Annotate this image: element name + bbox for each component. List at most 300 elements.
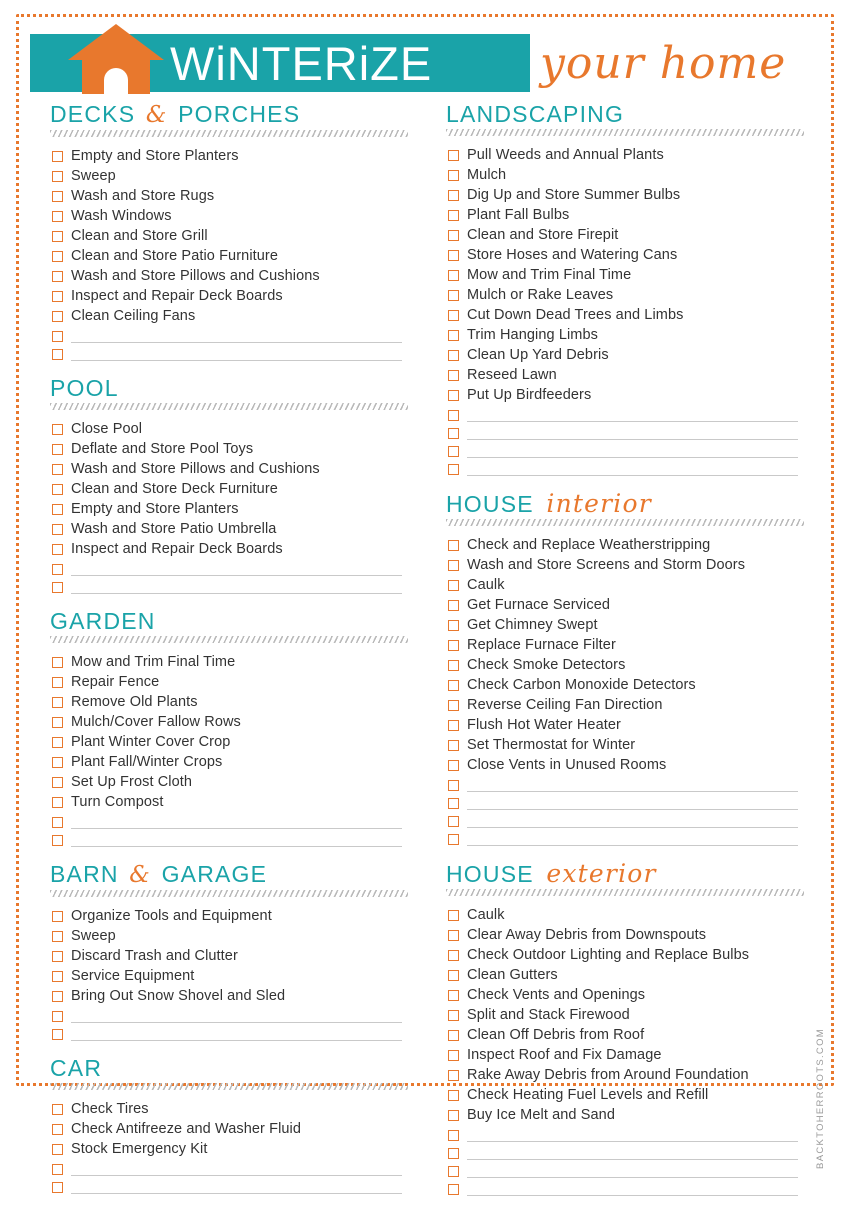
blank-list-item[interactable] — [446, 1143, 804, 1161]
checkbox-icon[interactable] — [448, 580, 459, 591]
checkbox-icon[interactable] — [52, 657, 63, 668]
section-house-interior — [446, 491, 804, 847]
checkbox-icon[interactable] — [52, 931, 63, 942]
section-title-part: GARAGE — [161, 861, 268, 887]
checkbox-icon[interactable] — [52, 1011, 63, 1022]
checkbox-icon[interactable] — [448, 1130, 459, 1141]
section-title-part: & — [129, 862, 151, 888]
list-item[interactable] — [50, 226, 408, 246]
section-header-garden — [50, 609, 408, 643]
checkbox-icon[interactable] — [52, 211, 63, 222]
list-item[interactable] — [446, 535, 804, 555]
checkbox-icon[interactable] — [448, 210, 459, 221]
list-item-label: Close Vents in Unused Rooms — [467, 757, 667, 773]
list-item-label: Close Pool — [71, 421, 143, 437]
list-item[interactable] — [50, 672, 408, 692]
section-header-decks-porches — [50, 102, 408, 137]
checkbox-icon[interactable] — [52, 444, 63, 455]
list-item[interactable] — [50, 246, 408, 266]
section-title-part: interior — [546, 489, 652, 518]
list-item-label: Check Vents and Openings — [467, 987, 646, 1003]
list-item[interactable] — [50, 419, 408, 439]
section-rule — [446, 889, 804, 896]
blank-list-item[interactable] — [446, 793, 804, 811]
checklist-house-exterior — [446, 905, 804, 1197]
checklist-house-interior — [446, 535, 804, 847]
list-item[interactable] — [50, 906, 408, 926]
list-item[interactable] — [446, 965, 804, 985]
section-title-part: DECKS — [50, 101, 136, 127]
list-item-label: Store Hoses and Watering Cans — [467, 247, 678, 263]
list-item-label: Wash and Store Screens and Storm Doors — [467, 557, 746, 573]
checklist-garden — [50, 652, 408, 848]
checkbox-icon[interactable] — [448, 910, 459, 921]
blank-write-in-line[interactable] — [467, 814, 798, 828]
checkbox-icon[interactable] — [448, 1166, 459, 1177]
checkbox-icon[interactable] — [52, 582, 63, 593]
checkbox-icon[interactable] — [448, 1070, 459, 1081]
blank-list-item[interactable] — [50, 830, 408, 848]
checkbox-icon[interactable] — [448, 1050, 459, 1061]
list-item[interactable] — [446, 245, 804, 265]
checkbox-icon[interactable] — [448, 1110, 459, 1121]
checkbox-icon[interactable] — [448, 250, 459, 261]
list-item-label: Wash and Store Pillows and Cushions — [71, 461, 320, 477]
checkbox-icon[interactable] — [52, 911, 63, 922]
checkbox-icon[interactable] — [448, 640, 459, 651]
site-credit: BACKTOHERROOTS.COM — [815, 1028, 826, 1169]
list-item-label: Wash and Store Patio Umbrella — [71, 521, 277, 537]
list-item-label: Repair Fence — [71, 674, 160, 690]
list-item[interactable] — [50, 539, 408, 559]
section-title-part: BARN — [50, 861, 119, 887]
section-title-garden — [50, 609, 408, 634]
list-item[interactable] — [446, 325, 804, 345]
checkbox-icon[interactable] — [448, 540, 459, 551]
checklist-decks-porches — [50, 146, 408, 362]
section-title-part: HOUSE — [446, 491, 534, 517]
list-item[interactable] — [50, 499, 408, 519]
checkbox-icon[interactable] — [448, 350, 459, 361]
checkbox-icon[interactable] — [448, 290, 459, 301]
list-item[interactable] — [446, 1005, 804, 1025]
list-item-label: Clean Up Yard Debris — [467, 347, 609, 363]
blank-list-item[interactable] — [446, 459, 804, 477]
section-header-barn-garage — [50, 862, 408, 897]
list-item-label: Discard Trash and Clutter — [71, 948, 238, 964]
section-title-decks-porches — [50, 102, 408, 128]
list-item-label: Wash Windows — [71, 208, 172, 224]
checkbox-icon[interactable] — [52, 424, 63, 435]
list-item-label: Deflate and Store Pool Toys — [71, 441, 254, 457]
list-item-label: Trim Hanging Limbs — [467, 327, 598, 343]
checkbox-icon[interactable] — [52, 331, 63, 342]
checkbox-icon[interactable] — [448, 1148, 459, 1159]
checkbox-icon[interactable] — [52, 171, 63, 182]
section-title-car — [50, 1056, 408, 1081]
blank-write-in-line[interactable] — [467, 796, 798, 810]
blank-write-in-line[interactable] — [71, 329, 402, 343]
list-item[interactable] — [50, 692, 408, 712]
checkbox-icon[interactable] — [52, 951, 63, 962]
list-item-label: Clean Gutters — [467, 967, 558, 983]
checkbox-icon[interactable] — [52, 349, 63, 360]
list-item[interactable] — [446, 1045, 804, 1065]
list-item[interactable] — [446, 735, 804, 755]
blank-list-item[interactable] — [50, 812, 408, 830]
section-title-landscaping — [446, 102, 804, 127]
list-item[interactable] — [50, 772, 408, 792]
list-item-label: Flush Hot Water Heater — [467, 717, 621, 733]
list-item[interactable] — [446, 305, 804, 325]
checkbox-icon[interactable] — [52, 231, 63, 242]
checkbox-icon[interactable] — [448, 620, 459, 631]
checkbox-icon[interactable] — [52, 1104, 63, 1115]
list-item-label: Clean Off Debris from Roof — [467, 1027, 645, 1043]
section-rule — [50, 636, 408, 643]
list-item[interactable] — [50, 286, 408, 306]
list-item-label: Clean and Store Firepit — [467, 227, 619, 243]
checkbox-icon[interactable] — [448, 1184, 459, 1195]
blank-write-in-line[interactable] — [467, 778, 798, 792]
blank-write-in-line[interactable] — [71, 815, 402, 829]
checkbox-icon[interactable] — [448, 990, 459, 1001]
checkbox-icon[interactable] — [448, 798, 459, 809]
checkbox-icon[interactable] — [448, 190, 459, 201]
list-item-label: Clear Away Debris from Downspouts — [467, 927, 707, 943]
list-item[interactable] — [446, 655, 804, 675]
checkbox-icon[interactable] — [448, 150, 459, 161]
checkbox-icon[interactable] — [448, 740, 459, 751]
checkbox-icon[interactable] — [52, 1144, 63, 1155]
checkbox-icon[interactable] — [448, 700, 459, 711]
checkbox-icon[interactable] — [52, 817, 63, 828]
section-title-part: PORCHES — [178, 101, 301, 127]
checkbox-icon[interactable] — [448, 410, 459, 421]
checkbox-icon[interactable] — [52, 797, 63, 808]
list-item[interactable] — [446, 345, 804, 365]
list-item[interactable] — [50, 926, 408, 946]
checkbox-icon[interactable] — [448, 1010, 459, 1021]
blank-list-item[interactable] — [446, 423, 804, 441]
checklist-columns — [50, 102, 810, 1211]
checklist-landscaping — [446, 145, 804, 477]
section-header-landscaping — [446, 102, 804, 136]
house-icon — [68, 24, 164, 96]
checkbox-icon[interactable] — [448, 330, 459, 341]
blank-list-item[interactable] — [446, 811, 804, 829]
checkbox-icon[interactable] — [52, 564, 63, 575]
checkbox-icon[interactable] — [52, 1124, 63, 1135]
checkbox-icon[interactable] — [52, 991, 63, 1002]
list-item[interactable] — [50, 166, 408, 186]
list-item[interactable] — [446, 1085, 804, 1105]
blank-write-in-line[interactable] — [467, 408, 798, 422]
column-left — [50, 102, 408, 1211]
list-item-label: Clean and Store Deck Furniture — [71, 481, 278, 497]
blank-write-in-line[interactable] — [71, 580, 402, 594]
section-car — [50, 1056, 408, 1195]
list-item-label: Dig Up and Store Summer Bulbs — [467, 187, 681, 203]
list-item[interactable] — [446, 555, 804, 575]
list-item[interactable] — [50, 439, 408, 459]
checkbox-icon[interactable] — [448, 930, 459, 941]
list-item-label: Service Equipment — [71, 968, 195, 984]
list-item[interactable] — [446, 675, 804, 695]
list-item[interactable] — [50, 186, 408, 206]
list-item-label: Plant Fall Bulbs — [467, 207, 570, 223]
page-subtitle: your home — [540, 38, 787, 89]
blank-list-item[interactable] — [50, 577, 408, 595]
list-item-label: Check Carbon Monoxide Detectors — [467, 677, 696, 693]
checkbox-icon[interactable] — [52, 1164, 63, 1175]
list-item[interactable] — [446, 145, 804, 165]
blank-list-item[interactable] — [50, 1159, 408, 1177]
blank-list-item[interactable] — [446, 1179, 804, 1197]
list-item[interactable] — [50, 459, 408, 479]
blank-write-in-line[interactable] — [71, 1027, 402, 1041]
list-item[interactable] — [446, 285, 804, 305]
list-item[interactable] — [446, 905, 804, 925]
checkbox-icon[interactable] — [448, 428, 459, 439]
list-item-label: Buy Ice Melt and Sand — [467, 1107, 615, 1123]
list-item-label: Bring Out Snow Shovel and Sled — [71, 988, 286, 1004]
checkbox-icon[interactable] — [448, 950, 459, 961]
list-item[interactable] — [50, 1139, 408, 1159]
list-item[interactable] — [446, 185, 804, 205]
list-item[interactable] — [50, 266, 408, 286]
section-rule — [50, 403, 408, 410]
list-item[interactable] — [446, 205, 804, 225]
list-item[interactable] — [446, 945, 804, 965]
blank-list-item[interactable] — [446, 829, 804, 847]
list-item[interactable] — [50, 652, 408, 672]
blank-write-in-line[interactable] — [71, 347, 402, 361]
list-item-label: Wash and Store Pillows and Cushions — [71, 268, 320, 284]
list-item-label: Plant Winter Cover Crop — [71, 734, 231, 750]
list-item[interactable] — [50, 946, 408, 966]
blank-list-item[interactable] — [446, 775, 804, 793]
list-item-label: Set Up Frost Cloth — [71, 774, 193, 790]
list-item[interactable] — [446, 365, 804, 385]
section-header-house-exterior — [446, 861, 804, 896]
page-header — [30, 28, 820, 96]
section-title-part: LANDSCAPING — [446, 101, 625, 127]
list-item-label: Sweep — [71, 168, 116, 184]
list-item[interactable] — [50, 732, 408, 752]
checkbox-icon[interactable] — [52, 1182, 63, 1193]
blank-write-in-line[interactable] — [71, 562, 402, 576]
list-item[interactable] — [50, 792, 408, 812]
blank-write-in-line[interactable] — [467, 444, 798, 458]
section-landscaping — [446, 102, 804, 477]
list-item-label: Sweep — [71, 928, 116, 944]
checkbox-icon[interactable] — [52, 757, 63, 768]
list-item[interactable] — [446, 595, 804, 615]
blank-write-in-line[interactable] — [467, 1182, 798, 1196]
list-item[interactable] — [50, 966, 408, 986]
list-item[interactable] — [446, 615, 804, 635]
list-item[interactable] — [446, 715, 804, 735]
checkbox-icon[interactable] — [52, 311, 63, 322]
blank-write-in-line[interactable] — [71, 833, 402, 847]
section-decks-porches — [50, 102, 408, 362]
list-item-label: Get Chimney Swept — [467, 617, 598, 633]
blank-list-item[interactable] — [446, 1125, 804, 1143]
list-item[interactable] — [446, 265, 804, 285]
list-item-label: Empty and Store Planters — [71, 148, 239, 164]
blank-write-in-line[interactable] — [467, 1164, 798, 1178]
blank-list-item[interactable] — [446, 1161, 804, 1179]
list-item[interactable] — [446, 225, 804, 245]
checkbox-icon[interactable] — [52, 251, 63, 262]
list-item[interactable] — [50, 986, 408, 1006]
checkbox-icon[interactable] — [52, 464, 63, 475]
list-item[interactable] — [50, 519, 408, 539]
section-rule — [50, 1083, 408, 1090]
checkbox-icon[interactable] — [448, 1030, 459, 1041]
list-item[interactable] — [446, 1025, 804, 1045]
list-item[interactable] — [446, 755, 804, 775]
checkbox-icon[interactable] — [448, 370, 459, 381]
checkbox-icon[interactable] — [448, 780, 459, 791]
blank-list-item[interactable] — [50, 1024, 408, 1042]
checkbox-icon[interactable] — [448, 270, 459, 281]
checkbox-icon[interactable] — [52, 677, 63, 688]
checkbox-icon[interactable] — [52, 737, 63, 748]
checkbox-icon[interactable] — [52, 291, 63, 302]
blank-list-item[interactable] — [446, 405, 804, 423]
blank-write-in-line[interactable] — [467, 426, 798, 440]
list-item[interactable] — [50, 479, 408, 499]
checkbox-icon[interactable] — [448, 660, 459, 671]
list-item-label: Caulk — [467, 907, 505, 923]
list-item[interactable] — [50, 206, 408, 226]
checklist-barn-garage — [50, 906, 408, 1042]
list-item[interactable] — [50, 712, 408, 732]
list-item[interactable] — [446, 1105, 804, 1125]
section-title-part: HOUSE — [446, 861, 534, 887]
blank-list-item[interactable] — [446, 441, 804, 459]
list-item-label: Reverse Ceiling Fan Direction — [467, 697, 663, 713]
checkbox-icon[interactable] — [448, 760, 459, 771]
checkbox-icon[interactable] — [448, 970, 459, 981]
checkbox-icon[interactable] — [52, 717, 63, 728]
checkbox-icon[interactable] — [448, 390, 459, 401]
list-item[interactable] — [446, 165, 804, 185]
section-header-car — [50, 1056, 408, 1090]
checkbox-icon[interactable] — [448, 720, 459, 731]
checkbox-icon[interactable] — [52, 151, 63, 162]
blank-write-in-line[interactable] — [71, 1162, 402, 1176]
checkbox-icon[interactable] — [448, 834, 459, 845]
blank-write-in-line[interactable] — [467, 1146, 798, 1160]
blank-write-in-line[interactable] — [467, 832, 798, 846]
checkbox-icon[interactable] — [448, 1090, 459, 1101]
list-item[interactable] — [50, 752, 408, 772]
list-item-label: Mulch — [467, 167, 507, 183]
section-rule — [446, 519, 804, 526]
blank-list-item[interactable] — [50, 326, 408, 344]
blank-list-item[interactable] — [50, 344, 408, 362]
blank-write-in-line[interactable] — [71, 1009, 402, 1023]
checkbox-icon[interactable] — [448, 464, 459, 475]
list-item-label: Check Tires — [71, 1101, 149, 1117]
checkbox-icon[interactable] — [448, 310, 459, 321]
list-item-label: Empty and Store Planters — [71, 501, 239, 517]
blank-write-in-line[interactable] — [71, 1180, 402, 1194]
checkbox-icon[interactable] — [448, 560, 459, 571]
section-header-pool — [50, 376, 408, 410]
list-item[interactable] — [50, 306, 408, 326]
list-item[interactable] — [50, 1119, 408, 1139]
list-item[interactable] — [446, 925, 804, 945]
list-item-label: Organize Tools and Equipment — [71, 908, 272, 924]
section-rule — [50, 890, 408, 897]
list-item-label: Mow and Trim Final Time — [71, 654, 236, 670]
section-pool — [50, 376, 408, 595]
checkbox-icon[interactable] — [52, 835, 63, 846]
section-header-house-interior — [446, 491, 804, 526]
checkbox-icon[interactable] — [52, 524, 63, 535]
list-item[interactable] — [50, 1099, 408, 1119]
list-item-label: Check Outdoor Lighting and Replace Bulbs — [467, 947, 750, 963]
checkbox-icon[interactable] — [52, 191, 63, 202]
list-item[interactable] — [50, 146, 408, 166]
section-title-part: GARDEN — [50, 608, 156, 634]
page-title: WiNTERiZE — [170, 37, 433, 90]
checkbox-icon[interactable] — [52, 544, 63, 555]
list-item[interactable] — [446, 695, 804, 715]
list-item-label: Check Antifreeze and Washer Fluid — [71, 1121, 302, 1137]
blank-list-item[interactable] — [50, 1177, 408, 1195]
list-item-label: Inspect and Repair Deck Boards — [71, 541, 283, 557]
checkbox-icon[interactable] — [448, 816, 459, 827]
blank-list-item[interactable] — [50, 559, 408, 577]
list-item[interactable] — [446, 575, 804, 595]
list-item[interactable] — [446, 385, 804, 405]
checkbox-icon[interactable] — [448, 446, 459, 457]
list-item-label: Remove Old Plants — [71, 694, 198, 710]
checkbox-icon[interactable] — [52, 484, 63, 495]
blank-list-item[interactable] — [50, 1006, 408, 1024]
checkbox-icon[interactable] — [52, 971, 63, 982]
blank-write-in-line[interactable] — [467, 1128, 798, 1142]
checkbox-icon[interactable] — [448, 600, 459, 611]
list-item-label: Set Thermostat for Winter — [467, 737, 636, 753]
column-right — [446, 102, 804, 1211]
list-item-label: Replace Furnace Filter — [467, 637, 616, 653]
checkbox-icon[interactable] — [52, 504, 63, 515]
list-item[interactable] — [446, 985, 804, 1005]
list-item[interactable] — [446, 1065, 804, 1085]
section-barn-garage — [50, 862, 408, 1042]
list-item-label: Caulk — [467, 577, 505, 593]
section-title-part: POOL — [50, 375, 119, 401]
list-item[interactable] — [446, 635, 804, 655]
checkbox-icon[interactable] — [448, 230, 459, 241]
list-item-label: Split and Stack Firewood — [467, 1007, 630, 1023]
checkbox-icon[interactable] — [52, 777, 63, 788]
checkbox-icon[interactable] — [52, 1029, 63, 1040]
checkbox-icon[interactable] — [448, 170, 459, 181]
checkbox-icon[interactable] — [52, 271, 63, 282]
list-item-label: Put Up Birdfeeders — [467, 387, 592, 403]
blank-write-in-line[interactable] — [467, 462, 798, 476]
section-title-house-exterior — [446, 861, 804, 887]
checkbox-icon[interactable] — [52, 697, 63, 708]
checkbox-icon[interactable] — [448, 680, 459, 691]
